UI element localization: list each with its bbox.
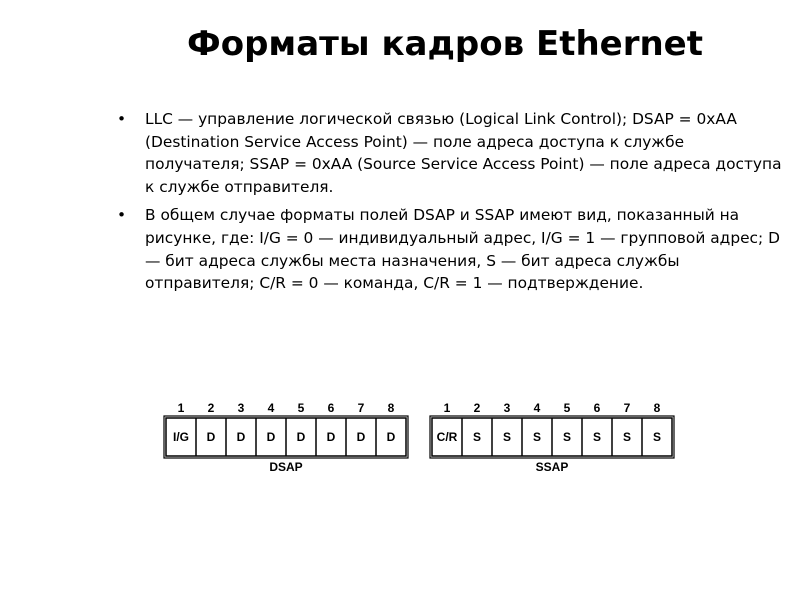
ssap-bit-cell: S bbox=[502, 430, 512, 444]
dsap-bit-cell: D bbox=[266, 430, 276, 444]
dsap-inner-frame bbox=[166, 418, 406, 456]
ssap-bit-number: 4 bbox=[533, 401, 541, 415]
dsap-bit-cell: D bbox=[326, 430, 336, 444]
ssap-inner-frame bbox=[432, 418, 672, 456]
dsap-bit-cell: D bbox=[296, 430, 306, 444]
dsap-field-label: DSAP bbox=[269, 460, 303, 474]
bullet-list bbox=[145, 108, 783, 301]
dsap-bit-number: 1 bbox=[177, 401, 185, 415]
dsap-field bbox=[164, 401, 408, 474]
ssap-bit-number: 6 bbox=[593, 401, 601, 415]
ssap-bit-cell: S bbox=[652, 430, 662, 444]
ssap-outer-frame bbox=[430, 416, 674, 458]
ssap-bit-number: 1 bbox=[443, 401, 451, 415]
ssap-bit-cell: C/R bbox=[436, 430, 458, 444]
ssap-bit-cell: S bbox=[622, 430, 632, 444]
dsap-bit-number: 4 bbox=[267, 401, 275, 415]
ssap-bit-cell: S bbox=[472, 430, 482, 444]
ssap-field-label: SSAP bbox=[535, 460, 569, 474]
ssap-bit-number: 8 bbox=[653, 401, 661, 415]
ssap-bit-cell: S bbox=[532, 430, 542, 444]
ssap-bit-cell: S bbox=[562, 430, 572, 444]
ssap-bit-number: 2 bbox=[473, 401, 481, 415]
ssap-bit-number: 5 bbox=[563, 401, 571, 415]
dsap-bit-number: 3 bbox=[237, 401, 245, 415]
dsap-bit-number: 2 bbox=[207, 401, 215, 415]
dsap-bit-number: 7 bbox=[357, 401, 365, 415]
dsap-bit-cell: D bbox=[356, 430, 366, 444]
dsap-bit-number: 6 bbox=[327, 401, 335, 415]
ssap-bit-cell: S bbox=[592, 430, 602, 444]
dsap-bit-cell: D bbox=[206, 430, 216, 444]
dsap-bit-number: 8 bbox=[387, 401, 395, 415]
ssap-bit-number: 7 bbox=[623, 401, 631, 415]
slide-title: Форматы кадров Ethernet bbox=[187, 24, 703, 64]
ssap-field bbox=[430, 401, 674, 474]
bullet-item-sap-format: • В общем случае форматы полей DSAP и SSAP имеют вид, показанный на рисунке, где: I/G = 0 — индивидуальный адрес, I/G = 1 — групповой адрес; D — бит адреса службы места назначения, S — бит адреса службы отправителя; C/R = 0 — команда, C/R = 1 — подтверждение. bbox=[145, 204, 783, 294]
dsap-bit-cell: D bbox=[386, 430, 396, 444]
ssap-bit-number: 3 bbox=[503, 401, 511, 415]
dsap-outer-frame bbox=[164, 416, 408, 458]
dsap-bit-number: 5 bbox=[297, 401, 305, 415]
bullet-item-llc: • LLC — управление логической связью (Logical Link Control); DSAP = 0xAA (Destination Service Access Point) — поле адреса доступа к службе получателя; SSAP = 0xAA (Source Service Access Point) — поле адреса доступа к службе отправителя. bbox=[145, 108, 783, 198]
dsap-bit-cell: I/G bbox=[172, 430, 190, 444]
dsap-bit-cell: D bbox=[236, 430, 246, 444]
